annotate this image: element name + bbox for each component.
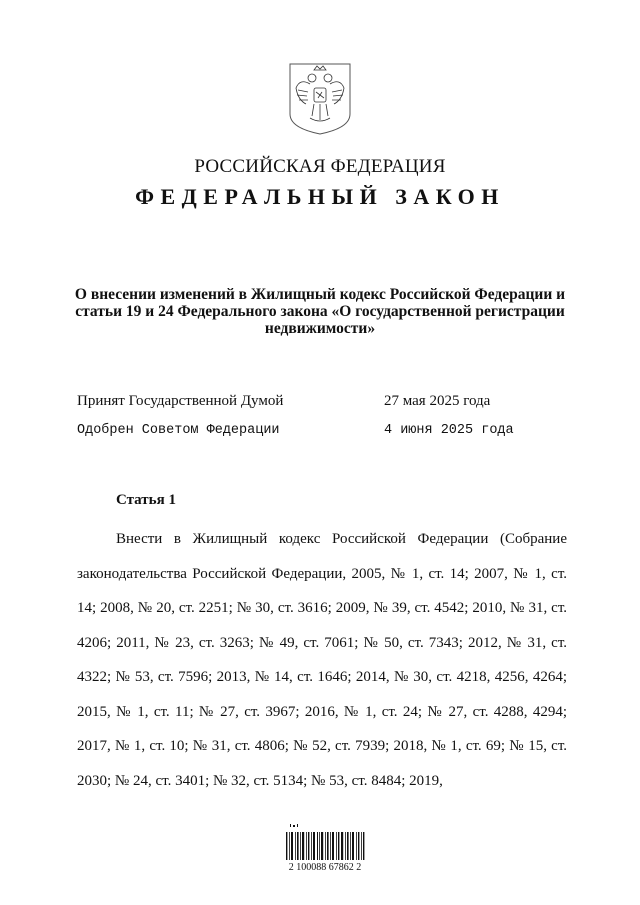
article-heading: Статья 1 (116, 492, 176, 508)
duma-adoption-date: 27 мая 2025 года (384, 393, 491, 409)
article-body: Внести в Жилищный кодекс Российской Федерации (Собрание законодательства Российской Федерации, 2005, № 1, ст. 14; 2007, № 1, ст. 14; 2008, № 20, ст. 2251; № 30, ст. 3616; 2009, № 39, ст. 4542; 2010, № 31, ст. 4206; 2011, № 23, ст. 3263; № 49, ст. 7061; № 50, ст. 7343; 2012, № 31, ст. 4322; № 53, ст. 7596; 2013, № 14, ст. 1646; 2014, № 30, ст. 4218, 4256, 4264; 2015, № 1, ст. 11; № 27, ст. 3967; 2016, № 1, ст. 24; № 27, ст. 4288, 4294; 2017, № 1, ст. 10; № 31, ст. 4806; № 52, ст. 7939; 2018, № 1, ст. 69; № 15, ст. 2030; № 24, ст. 3401; № 32, ст. 5134; № 53, ст. 8484; 2019, (77, 531, 567, 789)
council-approval-label: Одобрен Советом Федерации (77, 423, 280, 438)
russian-coat-of-arms-icon (288, 62, 352, 136)
document-type: ФЕДЕРАЛЬНЫЙ ЗАКОН (135, 184, 505, 209)
council-approval-date: 4 июня 2025 года (384, 423, 514, 438)
law-title: О внесении изменений в Жилищный кодекс Российской Федерации и статьи 19 и 24 Федерального закона «О государственной регистрации недвижимости» (74, 286, 566, 337)
barcode-number: 2 100088 67862 2 (288, 862, 362, 873)
council-approval-row (77, 423, 514, 438)
barcode-icon (284, 824, 366, 862)
country-name: РОССИЙСКАЯ ФЕДЕРАЦИЯ (194, 156, 446, 177)
duma-adoption-label: Принят Государственной Думой (77, 393, 284, 409)
duma-adoption-row (77, 393, 491, 410)
